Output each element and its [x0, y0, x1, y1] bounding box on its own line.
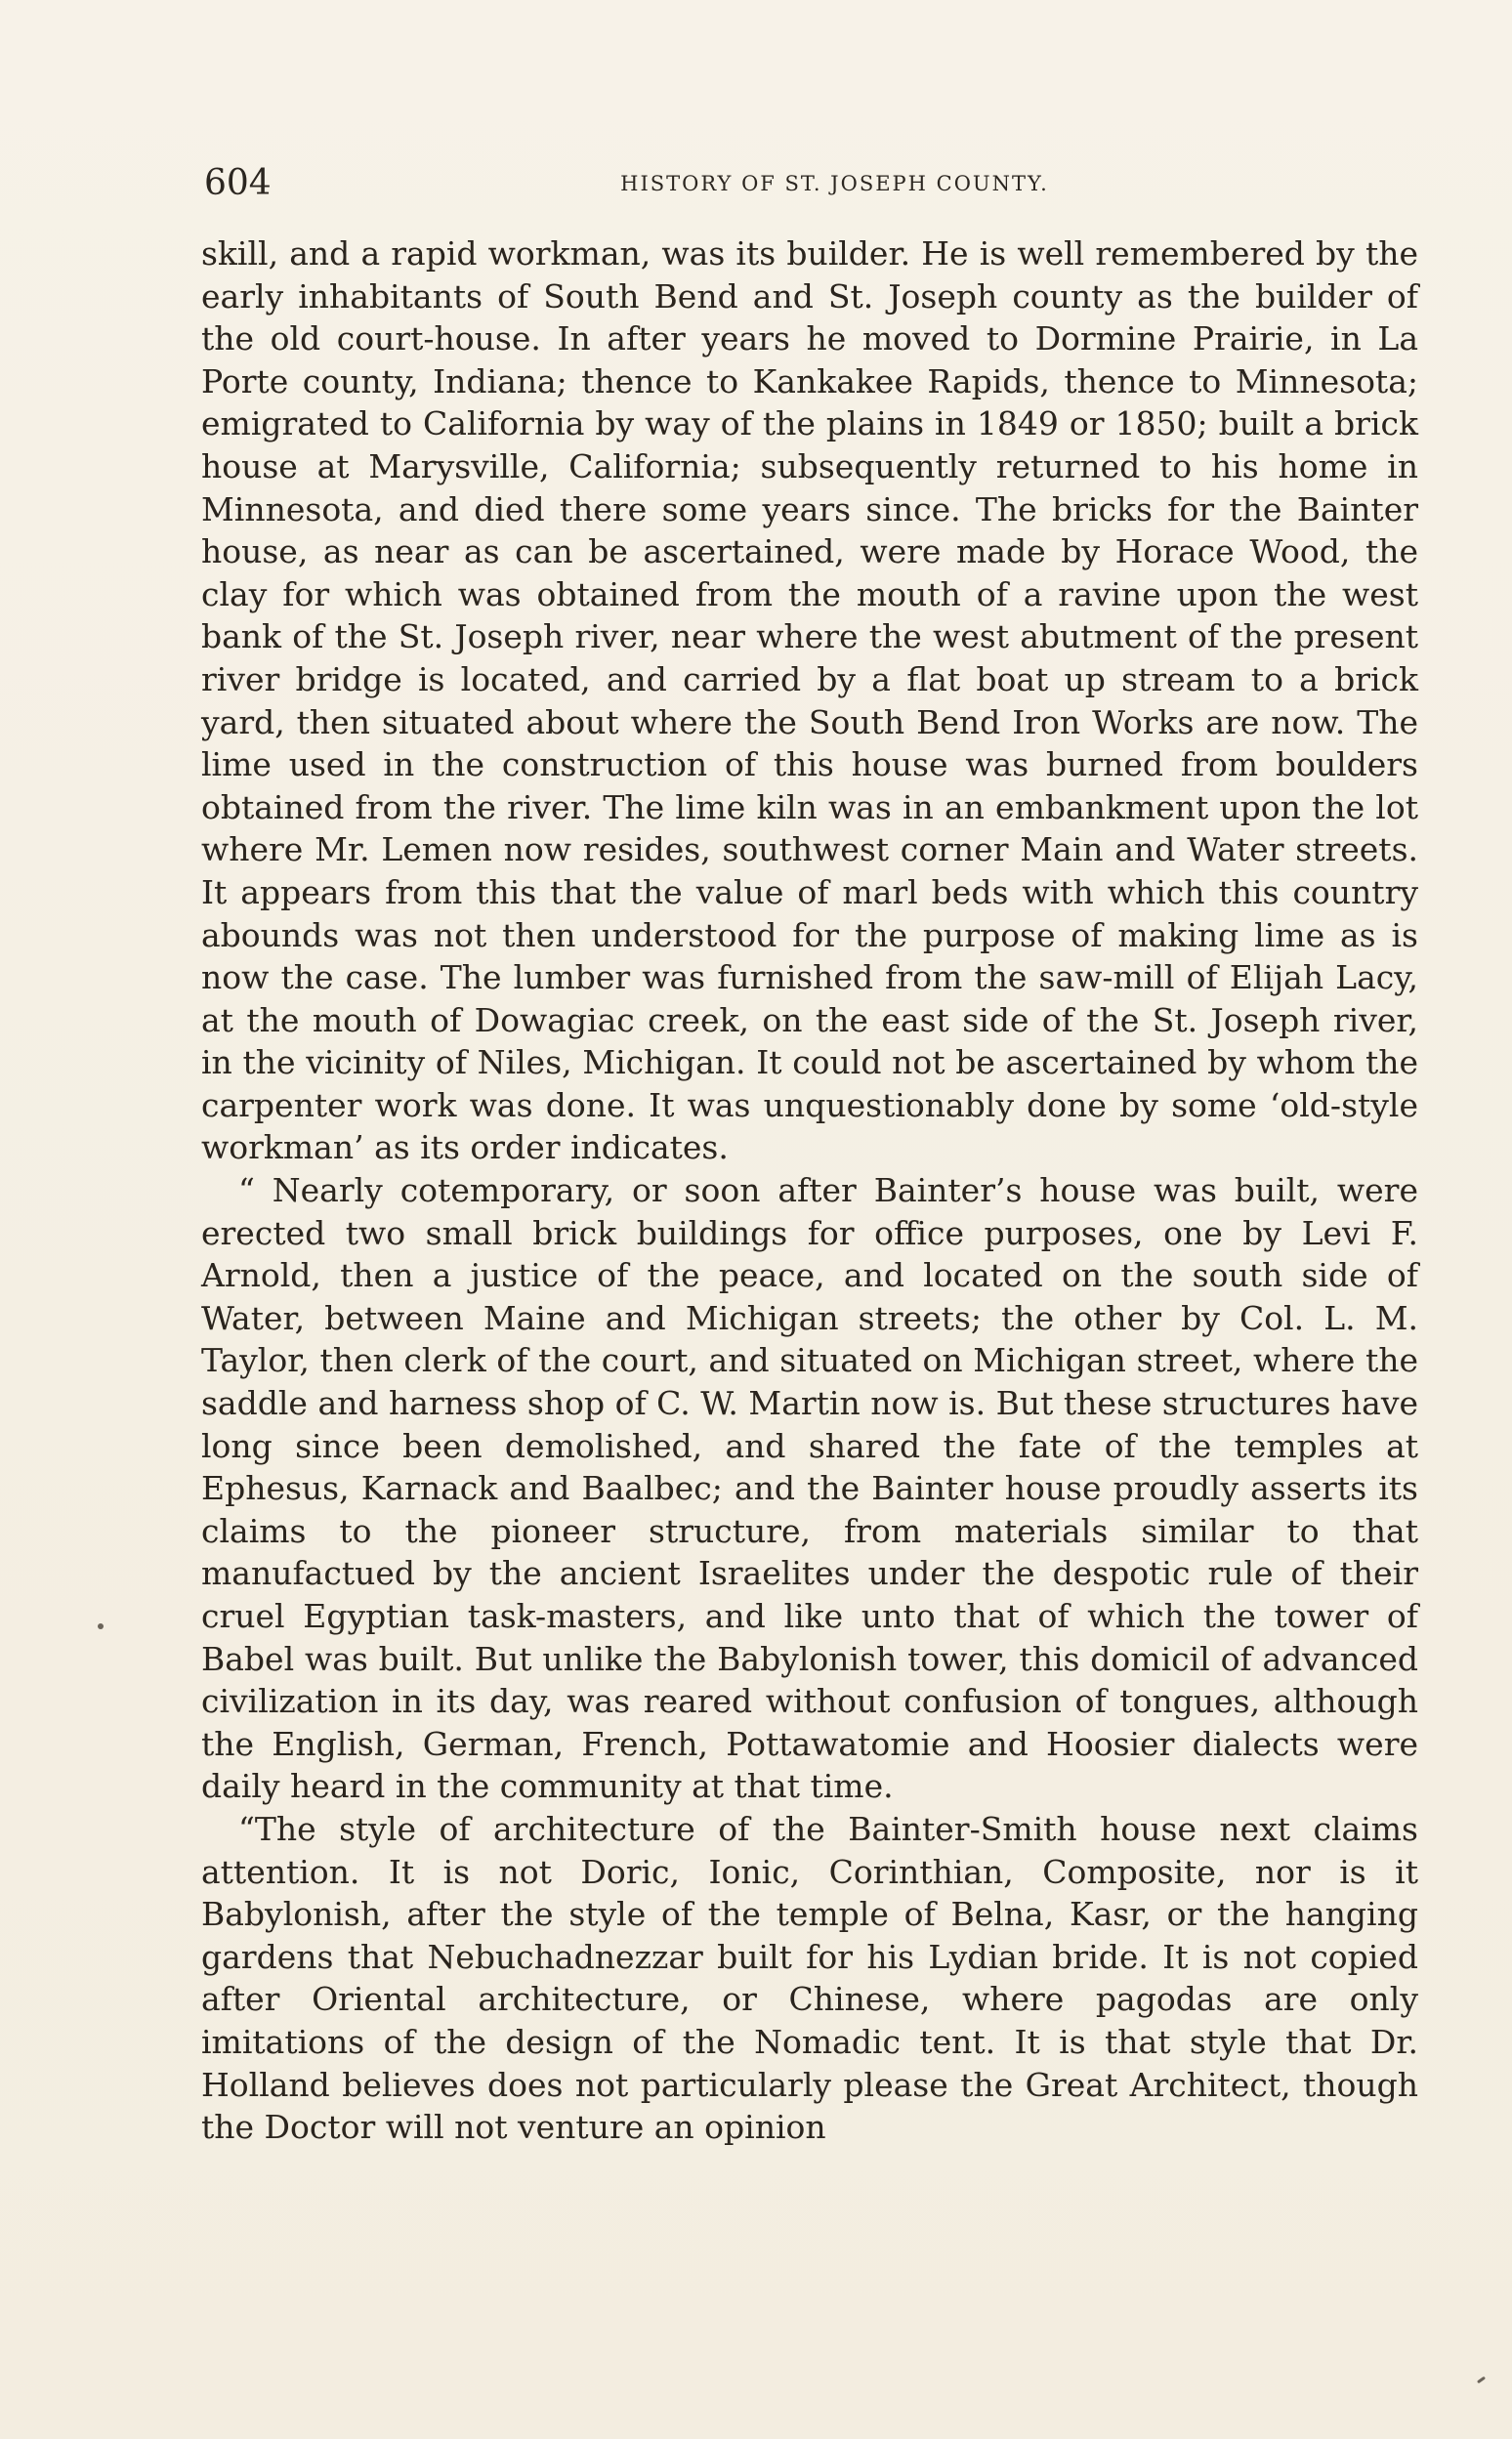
paragraph-2: “ Nearly cotemporary, or soon after Bainter’s house was built, were erected two small brick buildings for office purposes, one by Levi F. Arnold, then a justice of the peace, and located on the south side of Water, between Maine and Michigan streets; the other by Col. L. M. Taylor, then clerk of the court, and situated on Michigan street, where the saddle and harness shop of C. W. Martin now is. But these structures have long since been demolished, and shared the fate of the temples at Ephesus, Karnack and Baalbec; and the Bainter house proudly asserts its claims to the pioneer structure, from materials similar to that manufactued by the ancient Israelites under the despotic rule of their cruel Egyptian task-masters, and like unto that of which the tower of Babel was built. But unlike the Babylonish tower, this domicil of advanced civilization in its day, was reared without confusion of tongues, although the English, German, French, Pottawatomie and Hoosier dialects were daily heard in the community at that time.: [201, 1171, 1418, 1806]
running-title: HISTORY OF ST. JOSEPH COUNTY.: [620, 172, 1049, 195]
margin-speck: [98, 1623, 104, 1629]
paragraph-3: “The style of architecture of the Bainter-Smith house next claims attention. It is not Doric, Ionic, Corinthian, Composite, nor is it Babylonish, after the style of the temple of Belna, Kasr, or the hanging gardens that Nebuchadnezzar built for his Lydian bride. It is not copied after Oriental architecture, or Chinese, where pagodas are only imitations of the design of the Nomadic tent. It is that style that Dr. Holland believes does not particularly please the Great Architect, though the Doctor will not venture an opinion: [201, 1809, 1418, 2147]
body-text: [201, 232, 1418, 2149]
margin-speck: [1477, 2376, 1486, 2384]
paragraph-1: skill, and a rapid workman, was its builder. He is well remembered by the early inhabitants of South Bend and St. Joseph county as the builder of the old court-house. In after years he moved to Dormine Prairie, in La Porte county, Indiana; thence to Kankakee Rapids, thence to Minnesota; emigrated to California by way of the plains in 1849 or 1850; built a brick house at Marysville, California; subsequently returned to his home in Minnesota, and died there some years since. The bricks for the Bainter house, as near as can be ascertained, were made by Horace Wood, the clay for which was obtained from the mouth of a ravine upon the west bank of the St. Joseph river, near where the west abutment of the present river bridge is located, and carried by a flat boat up stream to a brick yard, then situated about where the South Bend Iron Works are now. The lime used in the construction of this house was burned from boulders obtained from the river. The lime kiln was in an embankment upon the lot where Mr. Lemen now resides, southwest corner Main and Water streets. It appears from this that the value of marl beds with which this country abounds was not then understood for the purpose of making lime as is now the case. The lumber was furnished from the saw-mill of Elijah Lacy, at the mouth of Dowagiac creek, on the east side of the St. Joseph river, in the vicinity of Niles, Michigan. It could not be ascertained by whom the carpenter work was done. It was unquestionably done by some ‘old-style workman’ as its order indicates.: [201, 234, 1418, 1167]
page-number: 604: [204, 163, 272, 203]
running-head: [204, 156, 1426, 211]
